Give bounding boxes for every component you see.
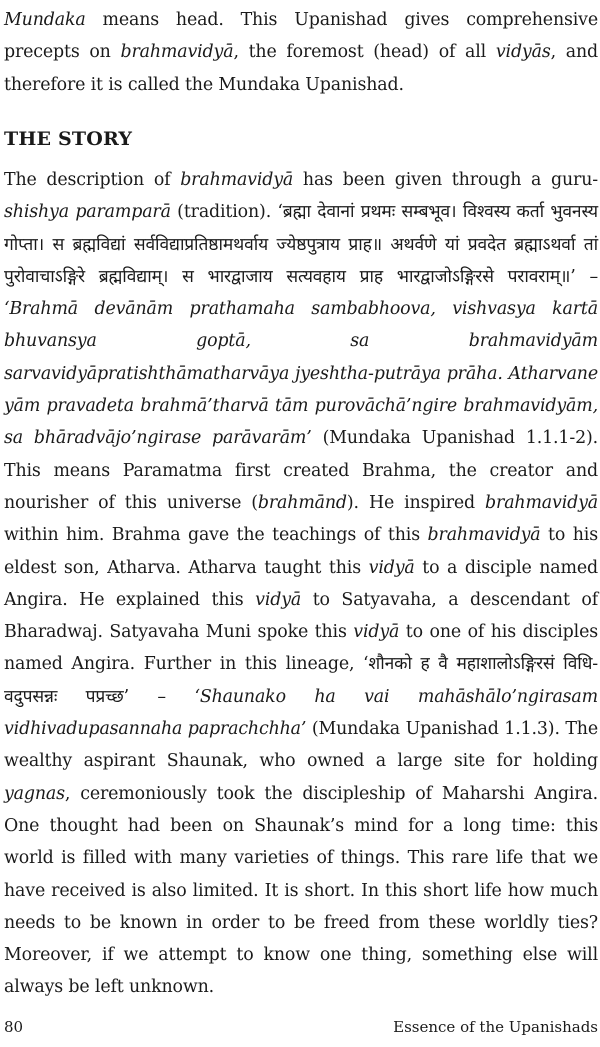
story-term-9: vidyā bbox=[353, 622, 400, 643]
intro-text-1: means head. This Upanishad gives comprehensive precepts on bbox=[4, 10, 598, 63]
intro-text-3: , and therefore it is called the Mundaka Upanishad. bbox=[4, 42, 598, 95]
story-term-4: brahmānd bbox=[257, 492, 347, 513]
page-number: 80 bbox=[4, 1018, 24, 1036]
story-text-5: ). He inspired bbox=[346, 492, 486, 513]
story-term-2: shishya paramparā bbox=[4, 202, 171, 223]
story-text-1: The description of bbox=[4, 170, 181, 190]
section-heading: THE STORY bbox=[4, 128, 133, 150]
story-paragraph bbox=[4, 164, 598, 1004]
story-term-1: brahmavidyā bbox=[180, 170, 294, 190]
story-text-4: (Mundaka Upanishad 1.1.1-2). This means Paramatma first created Brahma, the creator and nourisher of this universe ( bbox=[4, 428, 598, 513]
running-title: Essence of the Upanishads bbox=[393, 1018, 598, 1036]
story-text-9: to Satyavaha, a descendant of Bharadwaj. Satyavaha Muni spoke this bbox=[4, 589, 599, 643]
intro-text-2: , the foremost (head) of all bbox=[233, 42, 496, 63]
term-mundaka: Mundaka bbox=[4, 10, 86, 30]
story-term-10: ‘Shaunako ha vai mahāshālo’ngirasam vidhivadupasannaha paprachchha’ bbox=[4, 686, 598, 740]
story-text-12: , ceremoniously took the discipleship of Maharshi Angira. One thought had been on Shaunak’s mind for a long time: this world is filled with many varieties of things. This rare life that we have received is also limited. It is short. In this short life how much needs to be known in order to be freed from these worldly ties? Moreover, if we attempt to know one thing, something else will always be left unknown. bbox=[4, 783, 598, 998]
story-term-6: brahmavidyā bbox=[427, 525, 541, 546]
page-footer bbox=[4, 1018, 598, 1036]
story-text-10: to one of his disciples named Angira. Further in this lineage, ‘शौनको ह वै महाशालोऽङ्गिरसं विधि-वदुपसन्नः पप्रच्छ’ – bbox=[4, 622, 598, 707]
intro-paragraph bbox=[4, 4, 598, 101]
story-term-3: ‘Brahmā devānām prathamaha sambabhoova, vishvasya kartā bhuvansya goptā, sa brahmavidyām sarvavidyāpratishthāmatharvāya jyeshtha-putrāya prāha. Atharvane yām pravadeta brahmā’tharvā tām purovāchā’ngire brahmavidyām, sa bhāradvājo’ngirase parāvarām’ bbox=[4, 299, 598, 449]
story-text-2: has been given through a guru- bbox=[293, 170, 598, 190]
story-term-11: yagnas bbox=[4, 783, 65, 804]
story-text-11: (Mundaka Upanishad 1.1.3). The wealthy aspirant Shaunak, who owned a large site for holding bbox=[4, 719, 599, 772]
book-page bbox=[4, 0, 598, 1047]
term-brahmavidya: brahmavidyā bbox=[120, 42, 234, 63]
story-text-6: within him. Brahma gave the teachings of this bbox=[4, 525, 428, 546]
story-text-7: to his eldest son, Atharva. Atharva taught this bbox=[4, 525, 598, 578]
term-vidyas: vidyās bbox=[495, 42, 551, 63]
story-term-8: vidyā bbox=[255, 589, 302, 610]
story-term-5: brahmavidyā bbox=[485, 492, 598, 513]
story-text-3: (tradition). ‘ब्रह्मा देवानां प्रथमः सम्बभूव। विश्वस्य कर्ता भुवनस्य गोप्ता। स ब्रह्मविद्यां सर्वविद्याप्रतिष्ठामथर्वाय ज्येष्ठपुत्राय प्राह॥ अथर्वणे यां प्रवदेत ब्रह्माऽथर्वा तां पुरोवाचाऽङ्गिरे ब्रह्मविद्याम्। स भारद्वाजाय सत्यवहाय प्राह भारद्वाजोऽङ्गिरसे परावराम्॥’ – bbox=[4, 202, 598, 287]
story-term-7: vidyā bbox=[368, 557, 415, 578]
story-text-8: to a disciple named Angira. He explained this bbox=[4, 557, 598, 610]
